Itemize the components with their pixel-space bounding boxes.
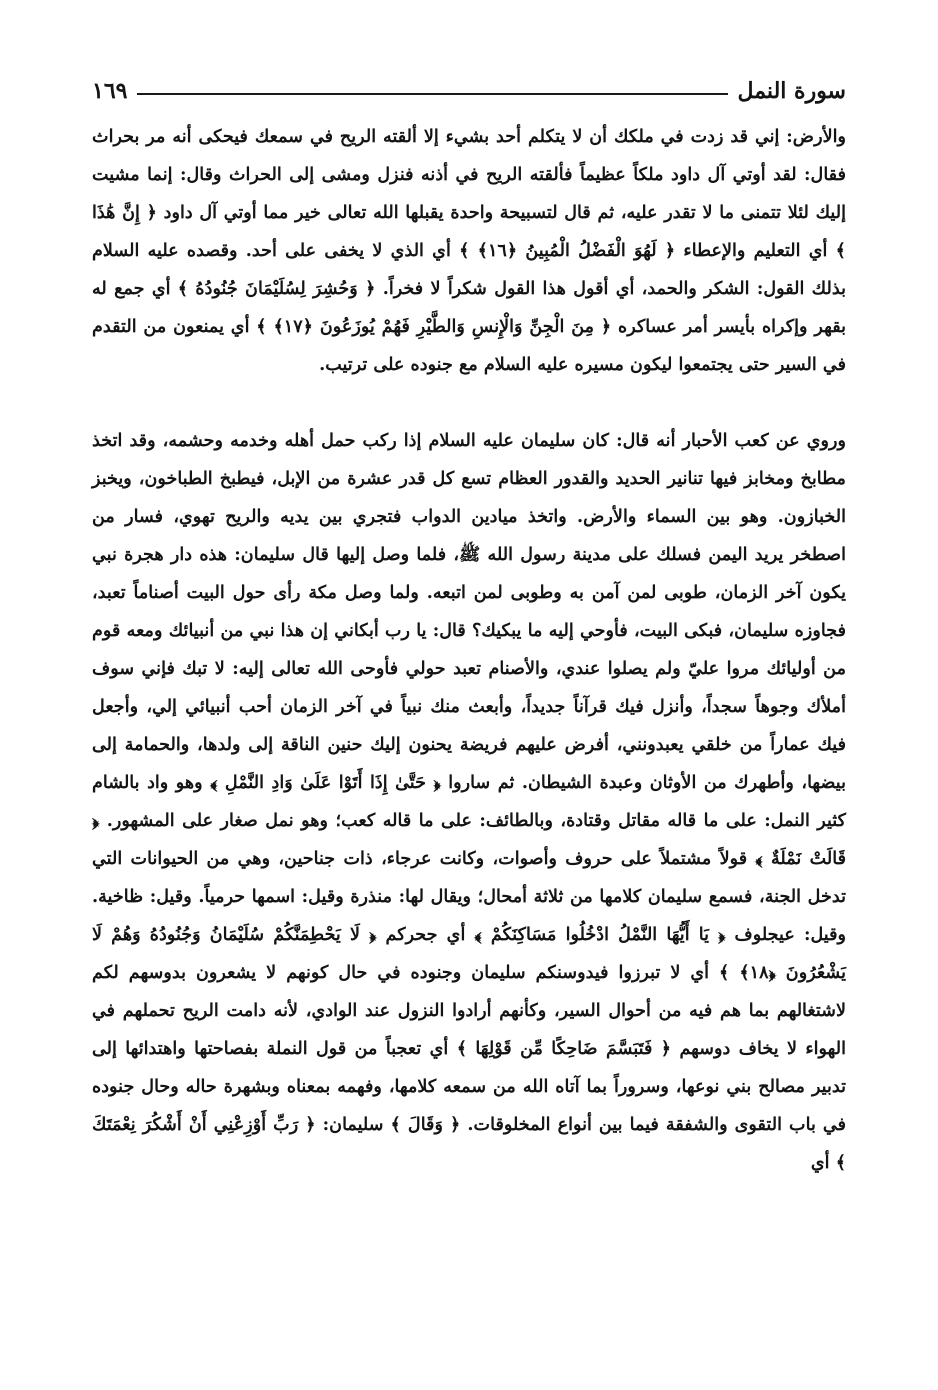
paragraph-gap [92, 384, 846, 422]
page-number: ١٦٩ [92, 78, 128, 104]
page-body [92, 118, 846, 1182]
page-header [92, 54, 846, 106]
paragraph-2: وروي عن كعب الأحبار أنه قال: كان سليمان عليه السلام إذا ركب حمل أهله وخدمه وحشمه، وقد اتخذ مطابخ ومخابز فيها تنانير الحديد والقدور العظام تسع كل قدر عشرة من الإبل، فيطبخ الطباخون، ويخبز الخبازون. وهو بين السماء والأرض. واتخذ ميادين الدواب فتجري بين يديه والريح تهوي، فسار من اصطخر يريد اليمن فسلك على مدينة رسول الله ﷺ، فلما وصل إليها قال سليمان: هذه دار هجرة نبي يكون آخر الزمان، طوبى لمن آمن به وطوبى لمن اتبعه. ولما وصل مكة رأى حول البيت أصناماً تعبد، فجاوزه سليمان، فبكى البيت، فأوحي إليه ما يبكيك؟ قال: يا رب أبكاني إن هذا نبي من أنبيائك ومعه قوم من أوليائك مروا عليّ ولم يصلوا عندي، والأصنام تعبد حولي فأوحى الله تعالى إليه: لا تبك فإني سوف أملأك وجوهاً سجداً، وأنزل فيك قرآناً جديداً، وأبعث منك نبياً في آخر الزمان أحب أنبيائي إلي، وأجعل فيك عماراً من خلقي يعبدونني، أفرض عليهم فريضة يحنون إليك حنين الناقة إلى ولدها، والحمامة إلى بيضها، وأطهرك من الأوثان وعبدة الشيطان. ثم ساروا ﴿ حَتَّىٰ إِذَا أَتَوْا عَلَىٰ وَادِ النَّمْلِ ﴾ وهو واد بالشام كثير النمل: على ما قاله مقاتل وقتادة، وبالطائف: على ما قاله كعب؛ وهو نمل صغار على المشهور. ﴿ قَالَتْ نَمْلَةٌ ﴾ قولاً مشتملاً على حروف وأصوات، وكانت عرجاء، ذات جناحين، وهي من الحيوانات التي تدخل الجنة، فسمع سليمان كلامها من ثلاثة أمحال؛ ويقال لها: منذرة وقيل: اسمها حرمياً. وقيل: ظاخية. وقيل: عيجلوف ﴿ يَا أَيُّهَا النَّمْلُ ادْخُلُوا مَسَاكِنَكُمْ ﴾ أي جحركم ﴿ لَا يَحْطِمَنَّكُمْ سُلَيْمَانُ وَجُنُودُهُ وَهُمْ لَا يَشْعُرُونَ ﴿١٨﴾ ﴾ أي لا تبرزوا فيدوسنكم سليمان وجنوده في حال كونهم لا يشعرون بدوسهم لكم لاشتغالهم بما هم فيه من أحوال السير، وكأنهم أرادوا النزول عند الوادي، لأنه دامت الريح تحملهم في الهواء لا يخاف دوسهم ﴿ فَتَبَسَّمَ ضَاحِكًا مِّن قَوْلِهَا ﴾ أي تعجباً من قول النملة بفصاحتها واهتدائها إلى تدبير مصالح بني نوعها، وسروراً بما آتاه الله من سمعه كلامها، وفهمه بمعناه وبشهرة حاله وحال جنوده في باب التقوى والشفقة فيما بين أنواع المخلوقات. ﴿ وَقَالَ ﴾ سليمان: ﴿ رَبِّ أَوْزِعْنِي أَنْ أَشْكُرَ نِعْمَتَكَ ﴾ أي [92, 430, 846, 1173]
surah-title: سورة النمل [737, 78, 846, 104]
paragraph-1: والأرض: إني قد زدت في ملكك أن لا يتكلم أحد بشيء إلا ألقته الريح في سمعك فيحكى أنه مر بحراث فقال: لقد أوتي آل داود ملكاً عظيماً فألقته الريح في أذنه فنزل ومشى إلى الحراث وقال: إنما مشيت إليك لئلا تتمنى ما لا تقدر عليه، ثم قال لتسبيحة واحدة يقبلها الله تعالى خير مما أوتي آل داود ﴿ إِنَّ هَٰذَا ﴾ أي التعليم والإعطاء ﴿ لَهُوَ الْفَضْلُ الْمُبِينُ ﴿١٦﴾ ﴾ أي الذي لا يخفى على أحد. وقصده عليه السلام بذلك القول: الشكر والحمد، أي أقول هذا القول شكراً لا فخراً. ﴿ وَحُشِرَ لِسُلَيْمَانَ جُنُودُهُ ﴾ أي جمع له بقهر وإكراه بأيسر أمر عساكره ﴿ مِنَ الْجِنِّ وَالْإِنسِ وَالطَّيْرِ فَهُمْ يُوزَعُونَ ﴿١٧﴾ ﴾ أي يمنعون من التقدم في السير حتى يجتمعوا ليكون مسيره عليه السلام مع جنوده على ترتيب. [92, 126, 846, 375]
header-rule [137, 93, 727, 95]
